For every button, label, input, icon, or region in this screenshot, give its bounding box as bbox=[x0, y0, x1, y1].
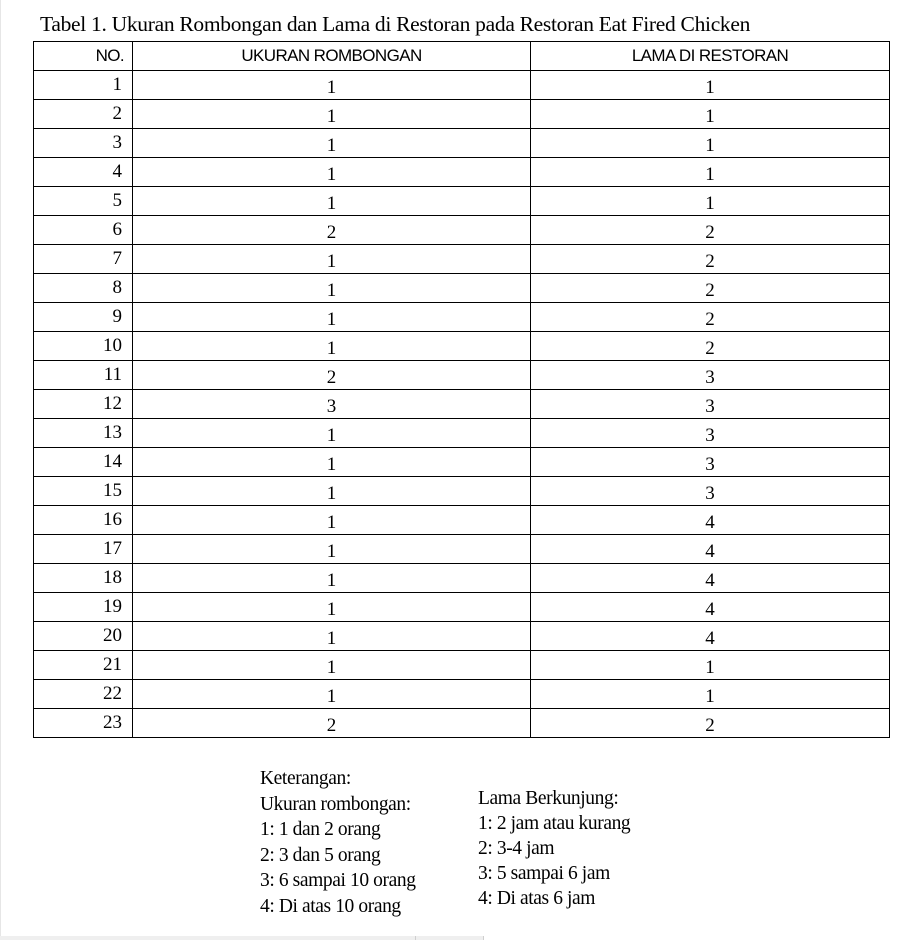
table-row bbox=[34, 187, 890, 216]
table-row bbox=[34, 100, 890, 129]
table-row bbox=[34, 158, 890, 187]
cell-lama-di-restoran-value: 3 bbox=[705, 396, 715, 417]
cell-lama-di-restoran bbox=[531, 332, 890, 361]
cell-ukuran-rombongan-value: 1 bbox=[326, 106, 337, 127]
cell-ukuran-rombongan bbox=[133, 506, 531, 535]
cell-lama-di-restoran-value: 2 bbox=[705, 222, 715, 243]
header-no: NO. bbox=[34, 42, 133, 71]
cell-ukuran-rombongan-value: 1 bbox=[326, 309, 337, 330]
legend-ukuran-item: 4: Di atas 10 orang bbox=[260, 895, 401, 917]
cell-ukuran-rombongan bbox=[133, 303, 531, 332]
table-row bbox=[34, 564, 890, 593]
cell-ukuran-rombongan-value: 1 bbox=[326, 512, 337, 533]
scrollbar-divider bbox=[415, 936, 416, 940]
cell-lama-di-restoran-value: 3 bbox=[705, 483, 715, 504]
cell-no: 8 bbox=[34, 274, 133, 303]
table-row bbox=[34, 303, 890, 332]
legend-lama-item: 3: 5 sampai 6 jam bbox=[478, 863, 610, 884]
legend-ukuran-title: Ukuran rombongan: bbox=[260, 793, 411, 815]
legend-lama bbox=[478, 786, 630, 911]
cell-lama-di-restoran bbox=[531, 680, 890, 709]
cell-lama-di-restoran bbox=[531, 274, 890, 303]
cell-ukuran-rombongan bbox=[133, 245, 531, 274]
cell-no: 19 bbox=[34, 593, 133, 622]
table-row bbox=[34, 216, 890, 245]
table-row bbox=[34, 245, 890, 274]
cell-ukuran-rombongan bbox=[133, 419, 531, 448]
cell-no: 13 bbox=[34, 419, 133, 448]
cell-lama-di-restoran-value: 1 bbox=[705, 164, 715, 185]
cell-lama-di-restoran bbox=[531, 187, 890, 216]
table-row bbox=[34, 593, 890, 622]
cell-lama-di-restoran bbox=[531, 506, 890, 535]
cell-lama-di-restoran bbox=[531, 535, 890, 564]
cell-lama-di-restoran-value: 4 bbox=[705, 512, 715, 533]
cell-lama-di-restoran bbox=[531, 622, 890, 651]
cell-lama-di-restoran bbox=[531, 709, 890, 738]
cell-lama-di-restoran-value: 1 bbox=[705, 657, 715, 678]
table-row bbox=[34, 71, 890, 100]
cell-ukuran-rombongan bbox=[133, 564, 531, 593]
cell-lama-di-restoran bbox=[531, 100, 890, 129]
cell-ukuran-rombongan bbox=[133, 216, 531, 245]
cell-no: 5 bbox=[34, 187, 133, 216]
cell-ukuran-rombongan bbox=[133, 158, 531, 187]
cell-lama-di-restoran-value: 2 bbox=[705, 309, 715, 330]
cell-ukuran-rombongan-value: 1 bbox=[326, 280, 337, 301]
table-row bbox=[34, 477, 890, 506]
cell-ukuran-rombongan-value: 1 bbox=[326, 454, 337, 475]
cell-lama-di-restoran bbox=[531, 216, 890, 245]
table-row bbox=[34, 506, 890, 535]
cell-ukuran-rombongan bbox=[133, 622, 531, 651]
table-row bbox=[34, 419, 890, 448]
cell-ukuran-rombongan bbox=[133, 477, 531, 506]
legend-ukuran bbox=[260, 766, 416, 919]
cell-ukuran-rombongan-value: 1 bbox=[326, 425, 337, 446]
cell-ukuran-rombongan bbox=[133, 651, 531, 680]
cell-ukuran-rombongan-value: 2 bbox=[326, 715, 337, 736]
legend-lama-title: Lama Berkunjung: bbox=[478, 788, 619, 809]
cell-lama-di-restoran-value: 2 bbox=[705, 280, 715, 301]
cell-lama-di-restoran-value: 2 bbox=[705, 338, 715, 359]
table-row bbox=[34, 274, 890, 303]
cell-no: 3 bbox=[34, 129, 133, 158]
cell-lama-di-restoran-value: 1 bbox=[705, 686, 715, 707]
cell-no: 12 bbox=[34, 390, 133, 419]
cell-ukuran-rombongan bbox=[133, 535, 531, 564]
page-edge bbox=[0, 0, 1, 940]
cell-ukuran-rombongan-value: 1 bbox=[326, 628, 337, 649]
legend-lama-item: 2: 3-4 jam bbox=[478, 838, 555, 859]
cell-ukuran-rombongan bbox=[133, 709, 531, 738]
cell-no: 15 bbox=[34, 477, 133, 506]
cell-no: 1 bbox=[34, 71, 133, 100]
legend-lama-item: 4: Di atas 6 jam bbox=[478, 888, 596, 909]
table-row bbox=[34, 680, 890, 709]
cell-lama-di-restoran bbox=[531, 361, 890, 390]
cell-ukuran-rombongan-value: 1 bbox=[326, 338, 337, 359]
cell-lama-di-restoran-value: 3 bbox=[705, 454, 715, 475]
cell-ukuran-rombongan-value: 1 bbox=[326, 251, 337, 272]
cell-lama-di-restoran-value: 1 bbox=[705, 77, 715, 98]
cell-no: 16 bbox=[34, 506, 133, 535]
legend-ukuran-item: 1: 1 dan 2 orang bbox=[260, 819, 381, 840]
table-row bbox=[34, 361, 890, 390]
cell-no: 6 bbox=[34, 216, 133, 245]
cell-ukuran-rombongan-value: 1 bbox=[326, 686, 337, 707]
table-row bbox=[34, 129, 890, 158]
table-row bbox=[34, 332, 890, 361]
cell-no: 7 bbox=[34, 245, 133, 274]
cell-ukuran-rombongan bbox=[133, 274, 531, 303]
header-ukuran-rombongan: UKURAN ROMBONGAN bbox=[133, 42, 531, 71]
cell-ukuran-rombongan bbox=[133, 187, 531, 216]
cell-ukuran-rombongan-value: 1 bbox=[326, 599, 337, 620]
table-header-row bbox=[34, 42, 890, 71]
table-row bbox=[34, 390, 890, 419]
cell-lama-di-restoran-value: 3 bbox=[705, 425, 715, 446]
header-lama-di-restoran: LAMA DI RESTORAN bbox=[531, 42, 890, 71]
cell-no: 18 bbox=[34, 564, 133, 593]
table-row bbox=[34, 448, 890, 477]
cell-ukuran-rombongan-value: 1 bbox=[326, 193, 337, 214]
cell-ukuran-rombongan bbox=[133, 448, 531, 477]
cell-lama-di-restoran-value: 1 bbox=[705, 193, 715, 214]
cell-ukuran-rombongan-value: 1 bbox=[326, 541, 337, 562]
cell-lama-di-restoran bbox=[531, 564, 890, 593]
cell-no: 23 bbox=[34, 709, 133, 738]
cell-ukuran-rombongan-value: 1 bbox=[326, 77, 337, 98]
cell-lama-di-restoran-value: 2 bbox=[705, 715, 715, 736]
cell-lama-di-restoran-value: 4 bbox=[705, 599, 715, 620]
cell-ukuran-rombongan-value: 2 bbox=[326, 222, 337, 243]
cell-lama-di-restoran-value: 1 bbox=[705, 135, 715, 156]
cell-no: 11 bbox=[34, 361, 133, 390]
cell-no: 14 bbox=[34, 448, 133, 477]
legend-ukuran-item: 2: 3 dan 5 orang bbox=[260, 844, 381, 866]
cell-no: 2 bbox=[34, 100, 133, 129]
cell-no: 10 bbox=[34, 332, 133, 361]
cell-ukuran-rombongan bbox=[133, 129, 531, 158]
cell-lama-di-restoran-value: 4 bbox=[705, 570, 715, 591]
cell-no: 17 bbox=[34, 535, 133, 564]
cell-ukuran-rombongan-value: 1 bbox=[326, 657, 337, 678]
cell-lama-di-restoran bbox=[531, 477, 890, 506]
scrollbar-divider bbox=[483, 936, 484, 940]
cell-ukuran-rombongan bbox=[133, 71, 531, 100]
legend-heading: Keterangan: bbox=[260, 768, 351, 789]
cell-lama-di-restoran bbox=[531, 651, 890, 680]
cell-no: 4 bbox=[34, 158, 133, 187]
cell-lama-di-restoran-value: 4 bbox=[705, 628, 715, 649]
cell-no: 9 bbox=[34, 303, 133, 332]
table-title: Tabel 1. Ukuran Rombongan dan Lama di Restoran pada Restoran Eat Fired Chicken bbox=[40, 12, 751, 36]
cell-ukuran-rombongan bbox=[133, 361, 531, 390]
cell-lama-di-restoran-value: 3 bbox=[705, 367, 715, 388]
horizontal-scrollbar[interactable] bbox=[0, 936, 484, 940]
cell-lama-di-restoran bbox=[531, 593, 890, 622]
cell-no: 20 bbox=[34, 622, 133, 651]
cell-lama-di-restoran bbox=[531, 390, 890, 419]
cell-ukuran-rombongan-value: 2 bbox=[326, 367, 337, 388]
cell-ukuran-rombongan bbox=[133, 332, 531, 361]
cell-lama-di-restoran bbox=[531, 129, 890, 158]
cell-lama-di-restoran bbox=[531, 158, 890, 187]
cell-ukuran-rombongan bbox=[133, 593, 531, 622]
table-row bbox=[34, 709, 890, 738]
table-row bbox=[34, 651, 890, 680]
cell-ukuran-rombongan-value: 3 bbox=[326, 396, 337, 417]
cell-lama-di-restoran-value: 1 bbox=[705, 106, 715, 127]
cell-lama-di-restoran bbox=[531, 419, 890, 448]
cell-no: 21 bbox=[34, 651, 133, 680]
cell-ukuran-rombongan-value: 1 bbox=[326, 483, 337, 504]
table-row bbox=[34, 622, 890, 651]
cell-ukuran-rombongan bbox=[133, 100, 531, 129]
cell-lama-di-restoran-value: 2 bbox=[705, 251, 715, 272]
cell-lama-di-restoran bbox=[531, 71, 890, 100]
legend-ukuran-item: 3: 6 sampai 10 orang bbox=[260, 870, 416, 891]
cell-lama-di-restoran bbox=[531, 245, 890, 274]
cell-ukuran-rombongan bbox=[133, 390, 531, 419]
cell-ukuran-rombongan bbox=[133, 680, 531, 709]
cell-lama-di-restoran bbox=[531, 303, 890, 332]
cell-ukuran-rombongan-value: 1 bbox=[326, 570, 337, 591]
cell-no: 22 bbox=[34, 680, 133, 709]
cell-ukuran-rombongan-value: 1 bbox=[326, 135, 337, 156]
legend-lama-item: 1: 2 jam atau kurang bbox=[478, 813, 631, 834]
cell-lama-di-restoran bbox=[531, 448, 890, 477]
cell-ukuran-rombongan-value: 1 bbox=[326, 164, 337, 185]
cell-lama-di-restoran-value: 4 bbox=[705, 541, 715, 562]
table-row bbox=[34, 535, 890, 564]
data-table bbox=[33, 41, 890, 738]
